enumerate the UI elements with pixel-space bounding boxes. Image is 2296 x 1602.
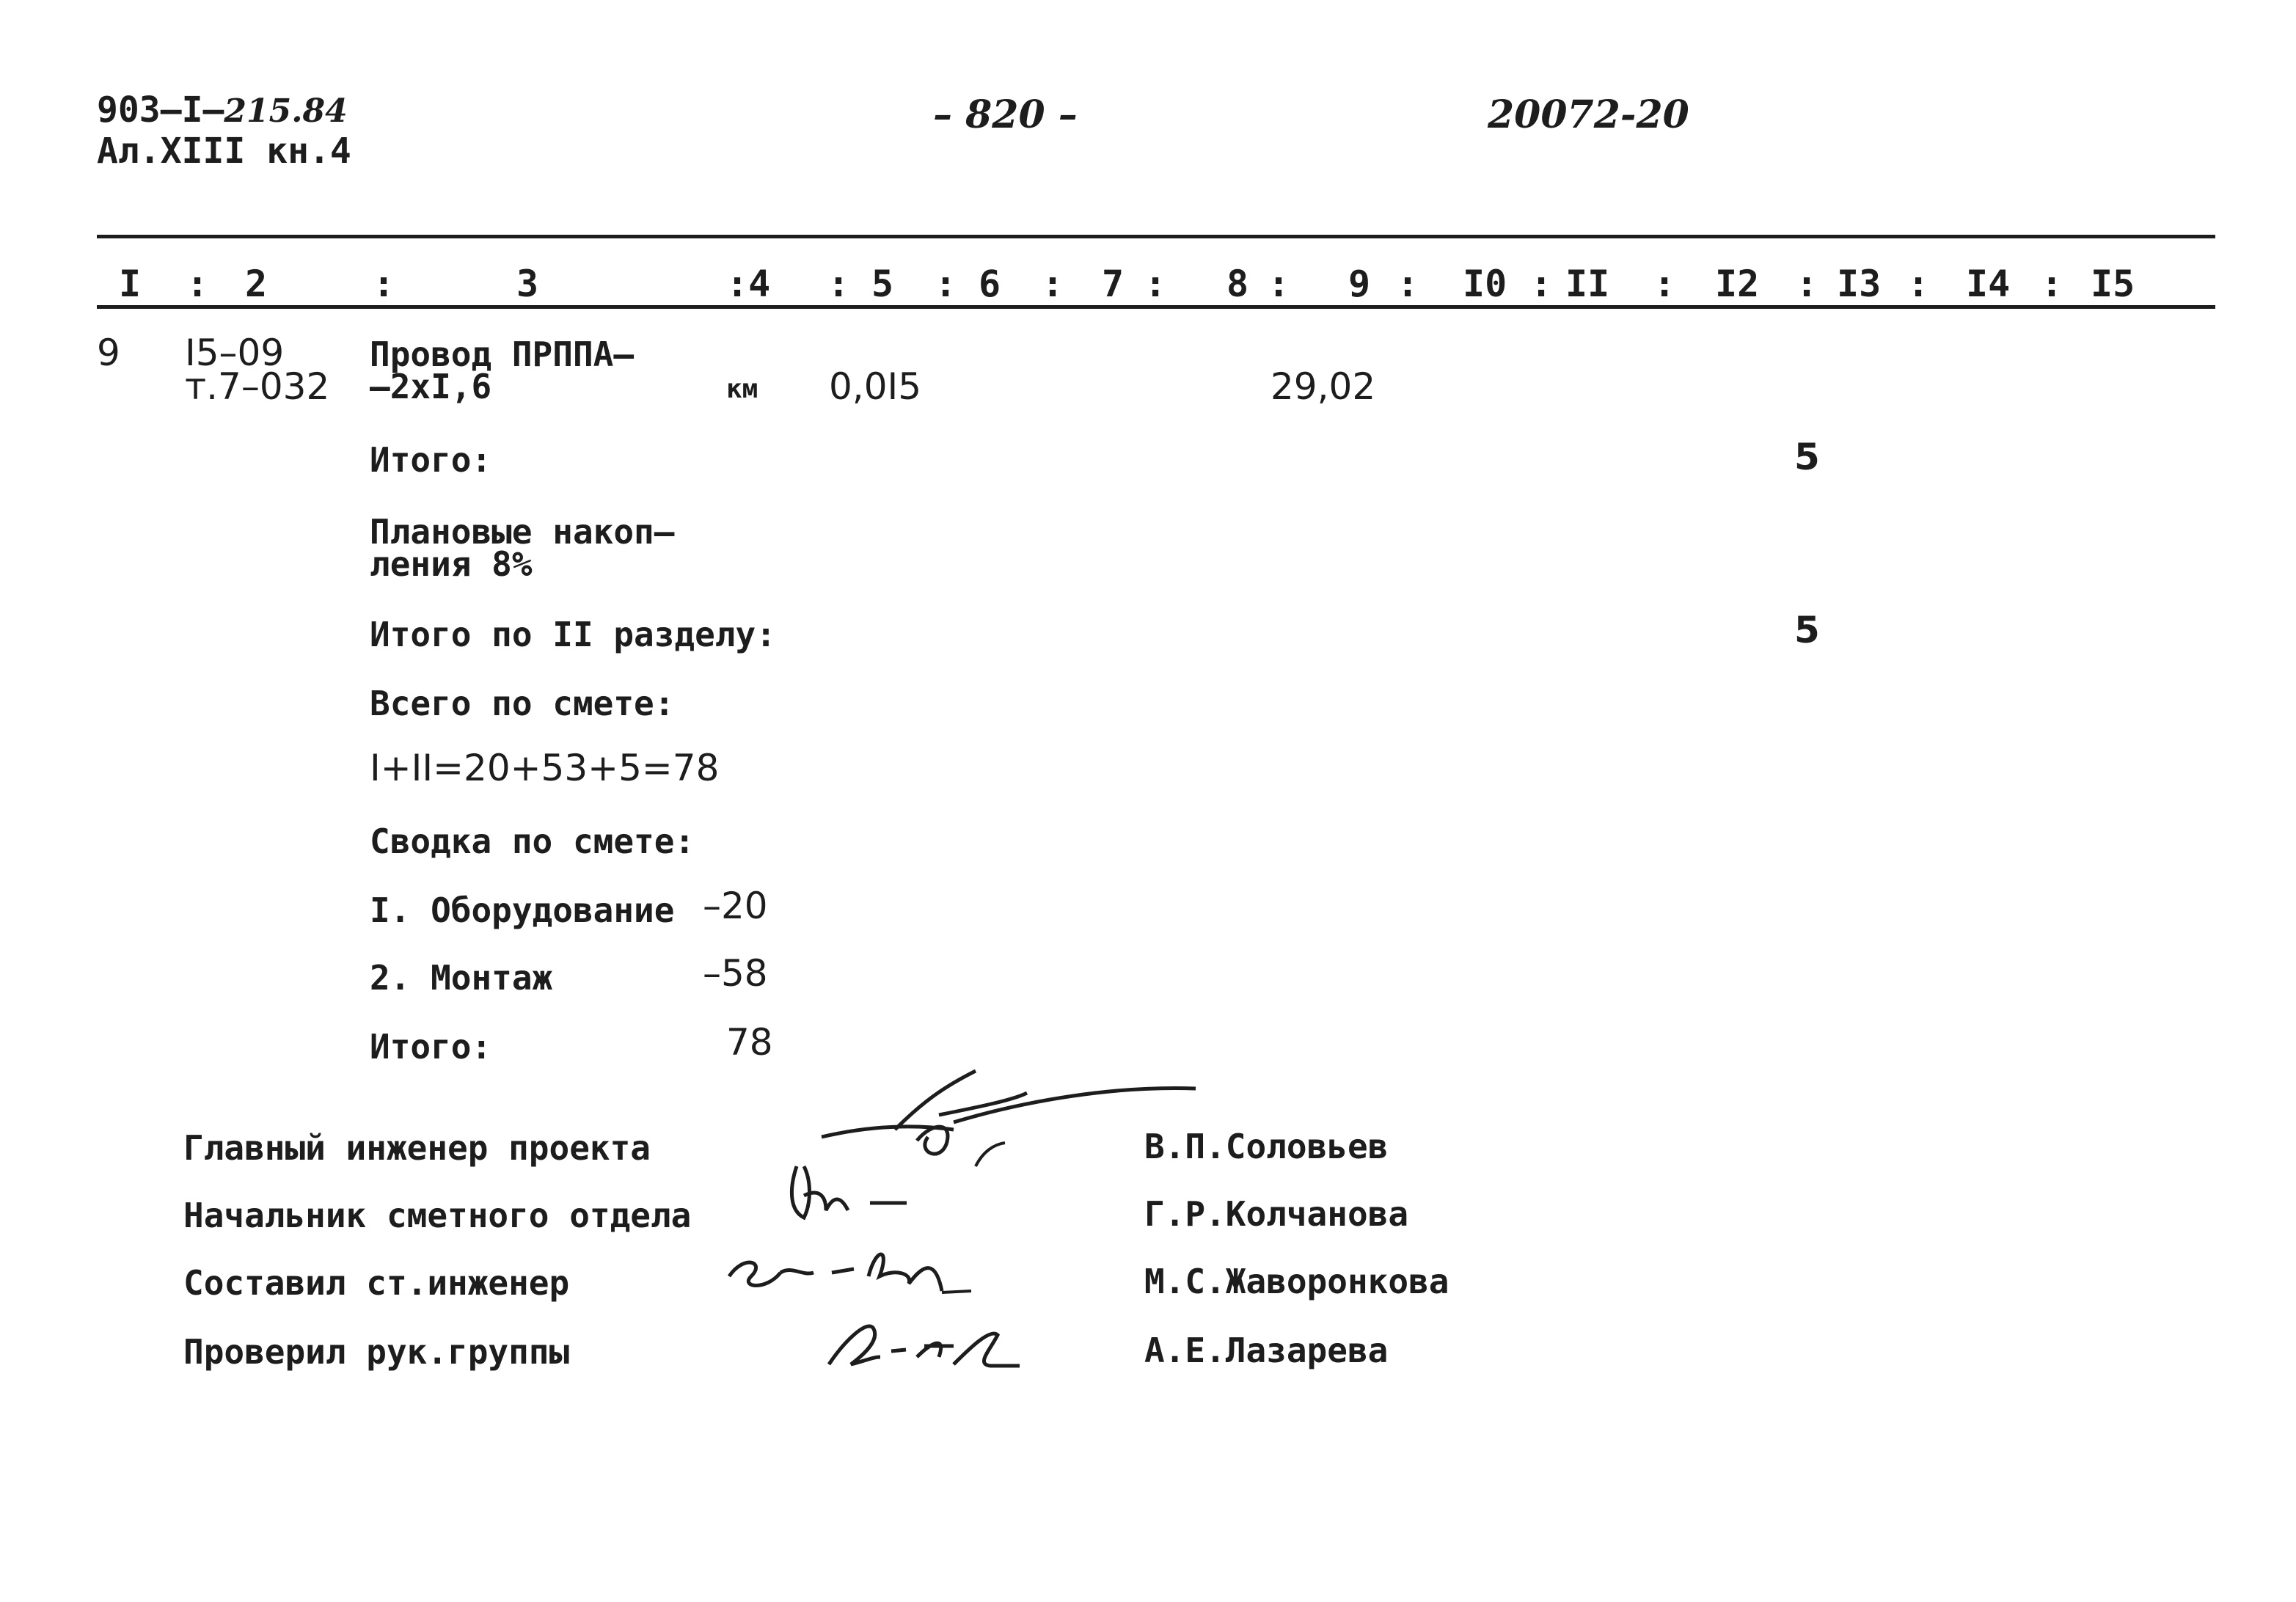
album-line: Ал.XIII кн.4 [97, 131, 351, 172]
column-separator: : [1042, 263, 1064, 305]
column-header: I2 [1715, 263, 1760, 305]
column-separator: : [1907, 263, 1930, 305]
itogo-label: Итого: [370, 440, 492, 480]
handwritten-signature-estimate-head [775, 1152, 921, 1232]
signature-role: Проверил рук.группы [183, 1332, 570, 1372]
summary-item-equipment: I. Оборудование [370, 890, 675, 930]
column-header: I [119, 263, 142, 305]
section-total-value: 5 [1794, 609, 1820, 651]
column-header: I0 [1463, 263, 1507, 305]
signature-name: В.П.Соловьев [1144, 1127, 1389, 1166]
column-separator: : [935, 263, 957, 305]
final-total-label: Итого: [370, 1027, 492, 1067]
signature-role: Начальник сметного отдела [183, 1196, 692, 1235]
summary-label: Сводка по смете: [370, 822, 695, 861]
grand-total-label: Всего по смете: [370, 684, 675, 723]
column-separator: : [1796, 263, 1818, 305]
table-top-rule [97, 235, 2215, 238]
signature-name: Г.Р.Колчанова [1144, 1194, 1409, 1234]
page-number: – 820 – [933, 92, 1078, 137]
column-header: 2 [245, 263, 268, 305]
item-name-line1: Провод ПРППА– [370, 334, 635, 374]
column-header: 9 [1348, 263, 1371, 305]
total-formula: I+II=20+53+5=78 [370, 747, 720, 789]
signature-role: Главный инженер проекта [183, 1128, 651, 1168]
column-separator: : [1530, 263, 1553, 305]
signature-name: М.С.Жаворонкова [1144, 1262, 1449, 1301]
price-code-line2: т.7–032 [185, 365, 330, 408]
signature-role: Составил ст.инженер [183, 1263, 570, 1303]
section-total-label: Итого по II разделу: [370, 615, 776, 654]
summary-item-installation: 2. Монтаж [370, 958, 553, 998]
item-name-line2: –2хI,6 [370, 367, 492, 406]
column-header: 6 [979, 263, 1001, 305]
column-separator: : [1653, 263, 1676, 305]
column-header: I3 [1837, 263, 1882, 305]
column-separator: : [186, 263, 209, 305]
column-header: II [1565, 263, 1610, 305]
quantity: 0,0I5 [829, 365, 922, 408]
document-code-handwritten: 215.84 [224, 92, 348, 130]
column-header: 5 [871, 263, 894, 305]
summary-item-installation-value: –58 [703, 952, 768, 995]
document-code-prefix: 903–I– [97, 89, 224, 131]
column-separator: : [1268, 263, 1290, 305]
summary-item-equipment-value: –20 [703, 885, 768, 927]
unit-price: 29,02 [1271, 365, 1376, 408]
column-separator: : [1144, 263, 1167, 305]
column-separator: : [2041, 263, 2063, 305]
column-header: 3 [516, 263, 539, 305]
plan-accumulation-line1: Плановые накоп– [370, 512, 675, 552]
handwritten-signature-compiler [722, 1240, 986, 1306]
column-separator: : [1397, 263, 1419, 305]
row-number: 9 [97, 332, 120, 374]
plan-accumulation-line2: ления 8% [370, 544, 533, 584]
column-header: I4 [1966, 263, 2011, 305]
itogo-value: 5 [1794, 436, 1820, 478]
column-header: 7 [1102, 263, 1125, 305]
column-separator: : [373, 263, 395, 305]
price-code-line1: I5–09 [185, 332, 285, 374]
signature-name: А.Е.Лазарева [1144, 1331, 1389, 1370]
document-code [97, 89, 348, 131]
table-header-rule [97, 305, 2215, 309]
column-separator: : [827, 263, 850, 305]
final-total-value: 78 [726, 1021, 773, 1064]
column-header: :4 [726, 263, 771, 305]
stamp-number: 20072-20 [1488, 92, 1689, 137]
column-header: 8 [1226, 263, 1249, 305]
column-header: I5 [2091, 263, 2135, 305]
unit: км [726, 374, 758, 404]
handwritten-signature-group-lead [822, 1313, 1027, 1379]
